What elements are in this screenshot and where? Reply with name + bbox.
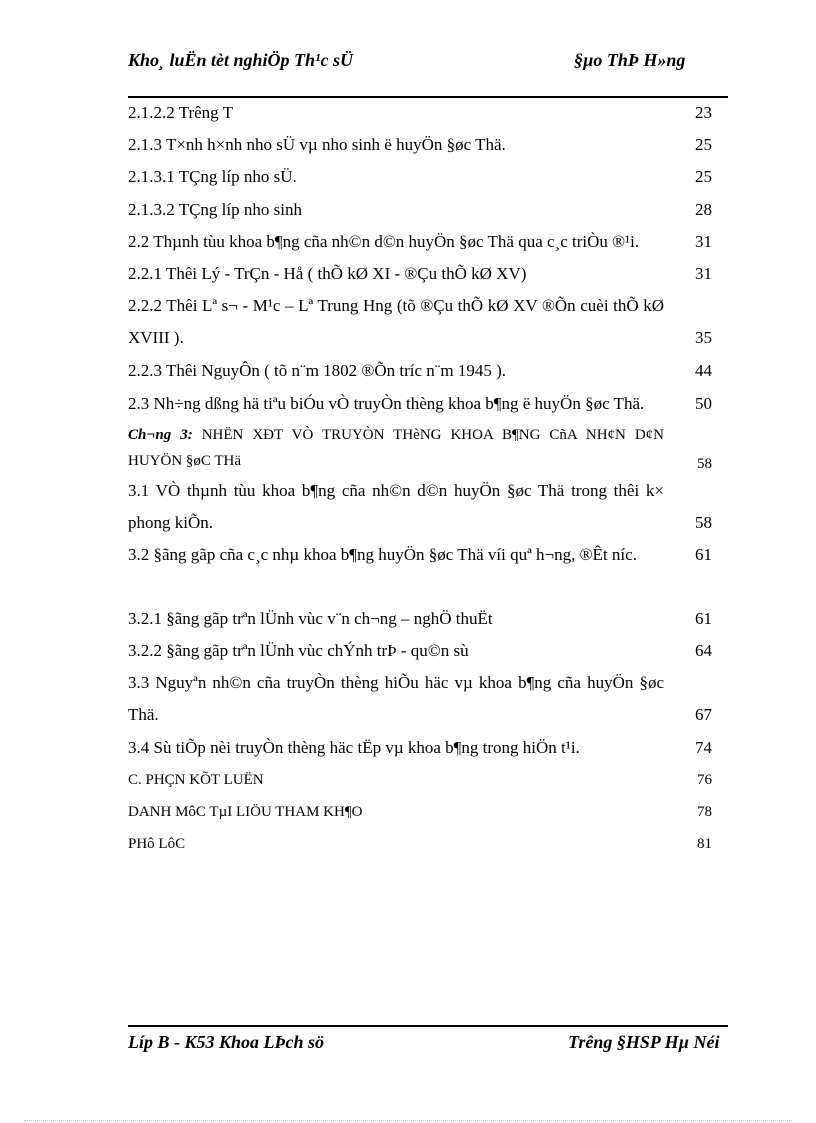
toc-entry-page: 61 bbox=[695, 609, 712, 628]
toc-entry-page: 28 bbox=[695, 200, 712, 219]
toc-entry-page: 64 bbox=[695, 641, 712, 660]
toc-entry-text: 2.2 Thµnh tùu khoa b¶ng cña nh©n d©n huyÖn §øc Thä qua c¸c triÒu ®¹i. bbox=[128, 232, 640, 251]
toc-entry[interactable] bbox=[128, 796, 712, 828]
toc-entry-text: 3.2.1 §ãng gãp trªn lÜnh vùc v¨n ch¬ng – nghÖ thuËt bbox=[128, 609, 493, 628]
toc-entry-text: 2.1.3.2 TÇng líp nho sinh bbox=[128, 200, 302, 219]
toc-entry-text: 2.2.2 Thêi Lª s¬ - M¹c – Lª Trung Hng (tõ ®Çu thÕ kØ XV ®Õn cuèi thÕ kØ XVIII ). bbox=[128, 296, 664, 347]
footer-class-label: Líp B - K53 Khoa LÞch sö bbox=[128, 1032, 325, 1052]
page-footer bbox=[128, 1025, 728, 1087]
toc-entry[interactable] bbox=[128, 290, 712, 354]
footer-university: Trêng §HSP Hµ Néi bbox=[568, 1032, 720, 1052]
header-thesis-label: Kho¸ luËn tèt nghiÖp Th¹c sÜ bbox=[128, 50, 353, 70]
toc-entry-page: 35 bbox=[695, 328, 712, 347]
toc-entry[interactable] bbox=[128, 161, 712, 193]
toc-entry[interactable] bbox=[128, 388, 712, 420]
toc-entry[interactable] bbox=[128, 539, 712, 571]
toc-entry-page: 31 bbox=[695, 232, 712, 251]
toc-chapter-entry[interactable] bbox=[128, 422, 712, 474]
header-author: §µo ThÞ H»ng bbox=[574, 50, 686, 70]
toc-entry-text: 2.3 Nh÷ng dßng hä tiªu biÓu vÒ truyÒn thèng khoa b¶ng ë huyÖn §øc Thä. bbox=[128, 394, 645, 413]
toc-entry-text: C. PHÇN KÕT LUËN bbox=[128, 772, 264, 788]
toc-entry-text: 3.1 VÒ thµnh tùu khoa b¶ng cña nh©n d©n huyÖn §øc Thä trong thêi k× phong kiÕn. bbox=[128, 481, 664, 532]
toc-entry[interactable] bbox=[128, 603, 712, 635]
toc-entry-text: 2.1.3 T×nh h×nh nho sÜ vµ nho sinh ë huyÖn §øc Thä. bbox=[128, 135, 506, 154]
toc-entry[interactable] bbox=[128, 475, 712, 539]
toc-entry[interactable] bbox=[128, 226, 712, 258]
page-bottom-divider bbox=[24, 1120, 792, 1121]
toc-entry-page: 44 bbox=[695, 361, 712, 380]
toc-entry-page: 74 bbox=[695, 738, 712, 757]
toc-entry-page: 50 bbox=[695, 394, 712, 413]
chapter-prefix: Ch¬ng 3: bbox=[128, 427, 193, 443]
toc-entry-page: 76 bbox=[697, 772, 712, 788]
toc-entry[interactable] bbox=[128, 194, 712, 226]
toc-entry-text: 2.1.2.2 Trêng T bbox=[128, 103, 234, 122]
toc-entry-text: 2.2.1 Thêi Lý - TrÇn - Hå ( thÕ kØ XI - ®Çu thÕ kØ XV) bbox=[128, 264, 527, 283]
toc-entry[interactable] bbox=[128, 635, 712, 667]
toc-entry-text: DANH MôC TµI LIÖU THAM KH¶O bbox=[128, 804, 363, 820]
toc-entry[interactable] bbox=[128, 129, 712, 161]
toc-entry-page: 58 bbox=[697, 456, 712, 472]
toc-entry-page: 23 bbox=[695, 103, 712, 122]
toc-entry[interactable] bbox=[128, 828, 712, 860]
toc-entry-text: 3.2.2 §ãng gãp trªn lÜnh vùc chÝnh trÞ - qu©n sù bbox=[128, 641, 469, 660]
toc-entry-text: PHô LôC bbox=[128, 836, 186, 852]
toc-entry[interactable] bbox=[128, 667, 712, 731]
toc-entry-page: 81 bbox=[697, 836, 712, 852]
toc-entry-text: 3.3 Nguyªn nh©n cña truyÒn thèng hiÕu häc vµ khoa b¶ng cña huyÖn §øc Thä. bbox=[128, 673, 664, 724]
toc-entry-text: 3.2 §ãng gãp cña c¸c nhµ khoa b¶ng huyÖn §øc Thä víi quª h¬ng, ®Êt níc. bbox=[128, 545, 637, 564]
toc-entry-page: 61 bbox=[695, 545, 712, 564]
toc-entry[interactable] bbox=[128, 764, 712, 796]
toc-entry-page: 31 bbox=[695, 264, 712, 283]
toc-entry-page: 78 bbox=[697, 804, 712, 820]
toc-entry-page: 25 bbox=[695, 135, 712, 154]
toc-entry[interactable] bbox=[128, 258, 712, 290]
toc-entry[interactable] bbox=[128, 355, 712, 387]
toc-entry-text: 2.1.3.1 TÇng líp nho sÜ. bbox=[128, 167, 297, 186]
toc-entry-text: NHËN XÐT VÒ TRUYÒN THèNG KHOA B¶NG CñA NH¢N D¢N HUYÖN §øC THä bbox=[128, 427, 664, 469]
toc-entry[interactable] bbox=[128, 732, 712, 764]
toc-entry-page: 67 bbox=[695, 705, 712, 724]
page-header bbox=[128, 50, 728, 98]
toc-entry[interactable] bbox=[128, 97, 712, 129]
toc-entry-text: 2.2.3 Thêi NguyÔn ( tõ n¨m 1802 ®Õn tríc n¨m 1945 ). bbox=[128, 361, 507, 380]
toc-entry-page: 58 bbox=[695, 513, 712, 532]
toc-entry-text: 3.4 Sù tiÕp nèi truyÒn thèng häc tËp vµ khoa b¶ng trong hiÖn t¹i. bbox=[128, 738, 580, 757]
toc-entry-page: 25 bbox=[695, 167, 712, 186]
